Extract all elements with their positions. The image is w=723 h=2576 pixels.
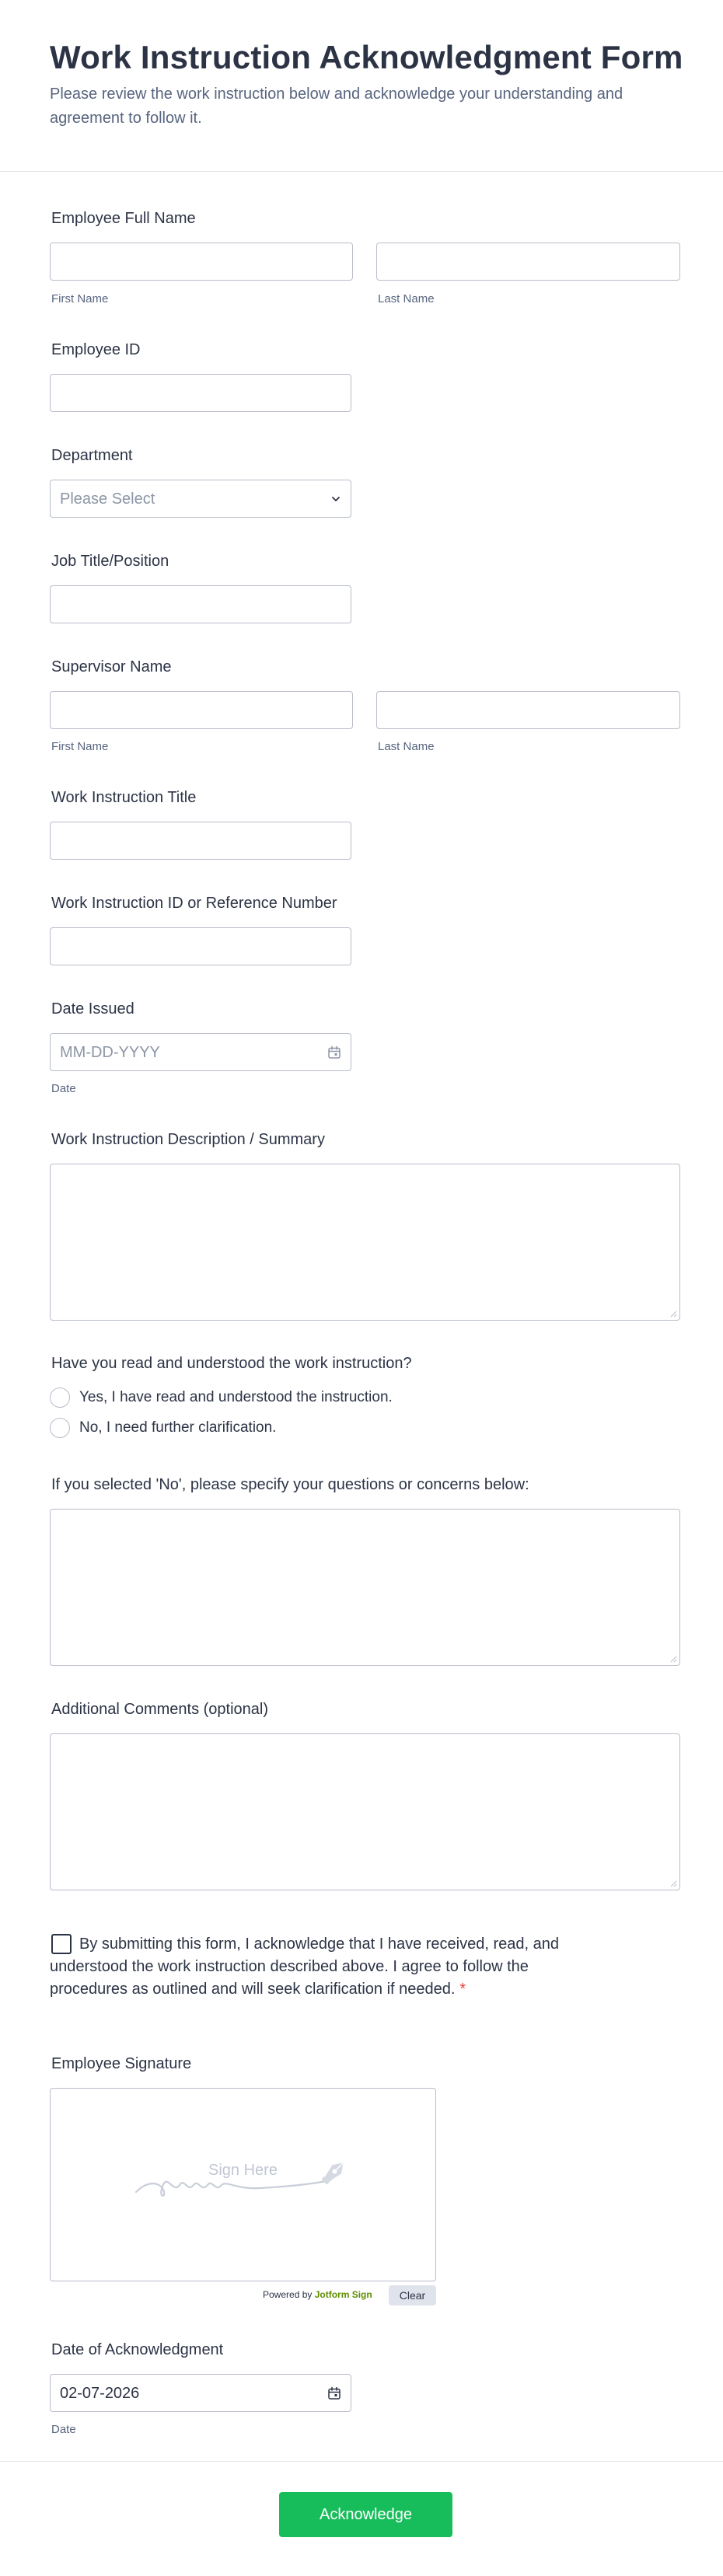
required-mark: * <box>459 1981 466 1998</box>
resize-grip-icon[interactable] <box>669 1310 677 1318</box>
instruction-id-input[interactable] <box>50 927 351 965</box>
supervisor-name-label: Supervisor Name <box>51 658 172 675</box>
pen-nib-icon <box>316 2155 351 2190</box>
comments-textarea[interactable] <box>50 1733 680 1890</box>
employee-last-name-sublabel: Last Name <box>378 292 435 305</box>
powered-by <box>263 2289 372 2300</box>
supervisor-first-name-input[interactable] <box>50 691 353 729</box>
radio-button[interactable] <box>50 1387 70 1408</box>
department-select[interactable] <box>50 480 351 518</box>
job-title-input[interactable] <box>50 585 351 623</box>
description-textarea[interactable] <box>50 1164 680 1321</box>
calendar-icon[interactable] <box>327 2386 341 2400</box>
powered-by-brand: Jotform Sign <box>314 2289 372 2300</box>
instruction-title-label: Work Instruction Title <box>51 789 197 806</box>
understood-label: Have you read and understood the work instruction? <box>51 1355 412 1372</box>
acknowledgment-text <box>50 1933 609 2001</box>
comments-label: Additional Comments (optional) <box>51 1701 269 1718</box>
signature-pad[interactable] <box>50 2088 436 2281</box>
employee-first-name-input[interactable] <box>50 243 353 281</box>
ack-date-sublabel: Date <box>51 2423 76 2436</box>
form-subtitle: Please review the work instruction below and acknowledge your understanding and agreement to follow it. <box>50 86 623 127</box>
instruction-title-input[interactable] <box>50 822 351 860</box>
department-placeholder: Please Select <box>60 490 155 508</box>
supervisor-last-name-input[interactable] <box>376 691 680 729</box>
date-issued-sublabel: Date <box>51 1082 76 1095</box>
instruction-id-label: Work Instruction ID or Reference Number <box>51 895 337 912</box>
resize-grip-icon[interactable] <box>669 1655 677 1663</box>
signature-hint: Sign Here <box>208 2162 278 2179</box>
date-issued-placeholder: MM-DD-YYYY <box>60 1044 160 1061</box>
employee-first-name-sublabel: First Name <box>51 292 109 305</box>
ack-date-label: Date of Acknowledgment <box>51 2341 224 2358</box>
footer-divider <box>0 2461 723 2462</box>
date-issued-label: Date Issued <box>51 1000 134 1017</box>
department-label: Department <box>51 447 133 464</box>
chevron-down-icon <box>330 494 341 504</box>
questions-label: If you selected 'No', please specify your questions or concerns below: <box>51 1476 529 1493</box>
supervisor-first-name-sublabel: First Name <box>51 740 109 753</box>
resize-grip-icon[interactable] <box>669 1880 677 1887</box>
ack-date-value: 02-07-2026 <box>60 2385 140 2402</box>
radio-button[interactable] <box>50 1418 70 1438</box>
ack-date-input[interactable] <box>50 2374 351 2412</box>
clear-signature-button[interactable]: Clear <box>389 2285 436 2305</box>
supervisor-last-name-sublabel: Last Name <box>378 740 435 753</box>
employee-name-label: Employee Full Name <box>51 210 196 227</box>
powered-by-prefix: Powered by <box>263 2289 313 2300</box>
employee-id-label: Employee ID <box>51 341 141 358</box>
date-issued-input[interactable] <box>50 1033 351 1071</box>
acknowledge-submit-button[interactable]: Acknowledge <box>279 2492 452 2537</box>
calendar-icon[interactable] <box>327 1045 341 1059</box>
job-title-label: Job Title/Position <box>51 553 169 570</box>
employee-id-input[interactable] <box>50 374 351 412</box>
form-title: Work Instruction Acknowledgment Form <box>50 39 683 75</box>
acknowledgment-statement: By submitting this form, I acknowledge that I have received, read, and understood the work instruction described above. I agree to follow the procedures as outlined and will seek clarification if needed. <box>50 1935 559 1998</box>
signature-label: Employee Signature <box>51 2055 192 2072</box>
understood-option-no-label: No, I need further clarification. <box>79 1419 277 1436</box>
description-label: Work Instruction Description / Summary <box>51 1131 325 1148</box>
form-header <box>0 0 723 172</box>
questions-textarea[interactable] <box>50 1509 680 1666</box>
understood-option-yes-label: Yes, I have read and understood the instruction. <box>79 1389 393 1405</box>
employee-last-name-input[interactable] <box>376 243 680 281</box>
